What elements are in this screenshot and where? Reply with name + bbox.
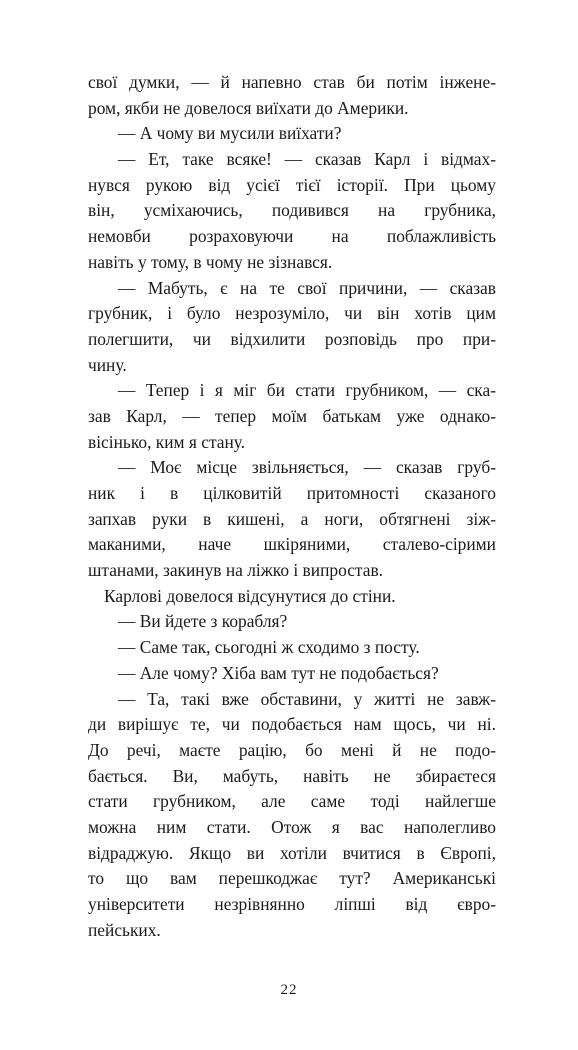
text-line: штанами, закинув на ліжко і випростав. — [88, 560, 384, 581]
text-line: то що вам перешкоджає тут? Американські — [88, 868, 496, 889]
text-line: стати грубником, але саме тоді найлегше — [88, 791, 496, 812]
page-number: 22 — [280, 982, 298, 998]
text-line: — А чому ви мусили виїхати? — [118, 123, 342, 144]
text-line: — Та, такі вже обставини, у житті не завж- — [118, 688, 496, 709]
text-line: — Але чому? Хіба вам тут не подобається? — [118, 662, 439, 683]
text-line: Карлові довелося відсунутися до стіни. — [104, 585, 396, 606]
text-line: можна ним стати. Отож я вас наполегливо — [88, 816, 496, 837]
text-line: він, усміхаючись, подивився на грубника, — [88, 200, 496, 221]
text-line: зав Карл, — тепер моїм батькам уже однако- — [88, 405, 496, 426]
text-line: свої думки, — й напевно став би потім інжене- — [88, 72, 496, 92]
text-line: полегшити, чи відхилити розповідь про при- — [88, 328, 496, 349]
text-line: чину. — [88, 354, 127, 375]
text-line: — Ет, таке всяке! — сказав Карл і відмах- — [118, 149, 496, 170]
text-line: вісінько, ким я стану. — [88, 431, 246, 452]
text-line: нувся рукою від усієї тієї історії. При цьому — [88, 174, 496, 195]
text-line: — Тепер і я міг би стати грубником, — ска- — [118, 380, 496, 401]
text-line: бається. Ви, мабуть, навіть не збираєтеся — [88, 765, 496, 786]
text-line: немовби розраховуючи на поблажливість — [88, 226, 496, 247]
text-line: ник і в цілковитій притомності сказаного — [88, 483, 496, 503]
page-body — [88, 70, 496, 943]
text-line: маканими, наче шкіряними, сталево-сірими — [88, 534, 496, 555]
text-line: — Мабуть, є на те свої причини, — сказав — [118, 277, 496, 298]
text-line: ди вирішує те, чи подобається нам щось, чи ні. — [88, 714, 496, 735]
text-line: пейських. — [88, 919, 161, 940]
text-line: До речі, маєте рацію, бо мені й не подо- — [88, 739, 496, 760]
text-line: навіть у тому, в чому не зізнався. — [88, 251, 333, 272]
text-line: запхав руки в кишені, а ноги, обтягнені зіж- — [88, 508, 496, 529]
text-line: грубник, і було незрозуміло, чи він хотів цим — [88, 303, 496, 324]
text-line: ром, якби не довелося виїхати до Америки. — [88, 97, 409, 118]
text-line: — Моє місце звільняється, — сказав груб- — [118, 457, 496, 478]
text-line: — Ви йдете з корабля? — [118, 611, 288, 632]
text-line: — Саме так, сьогодні ж сходимо з посту. — [118, 637, 420, 658]
text-line: відраджую. Якщо ви хотіли вчитися в Європі, — [88, 842, 496, 863]
text-line: університети незрівнянно ліпші від євро- — [88, 894, 496, 914]
